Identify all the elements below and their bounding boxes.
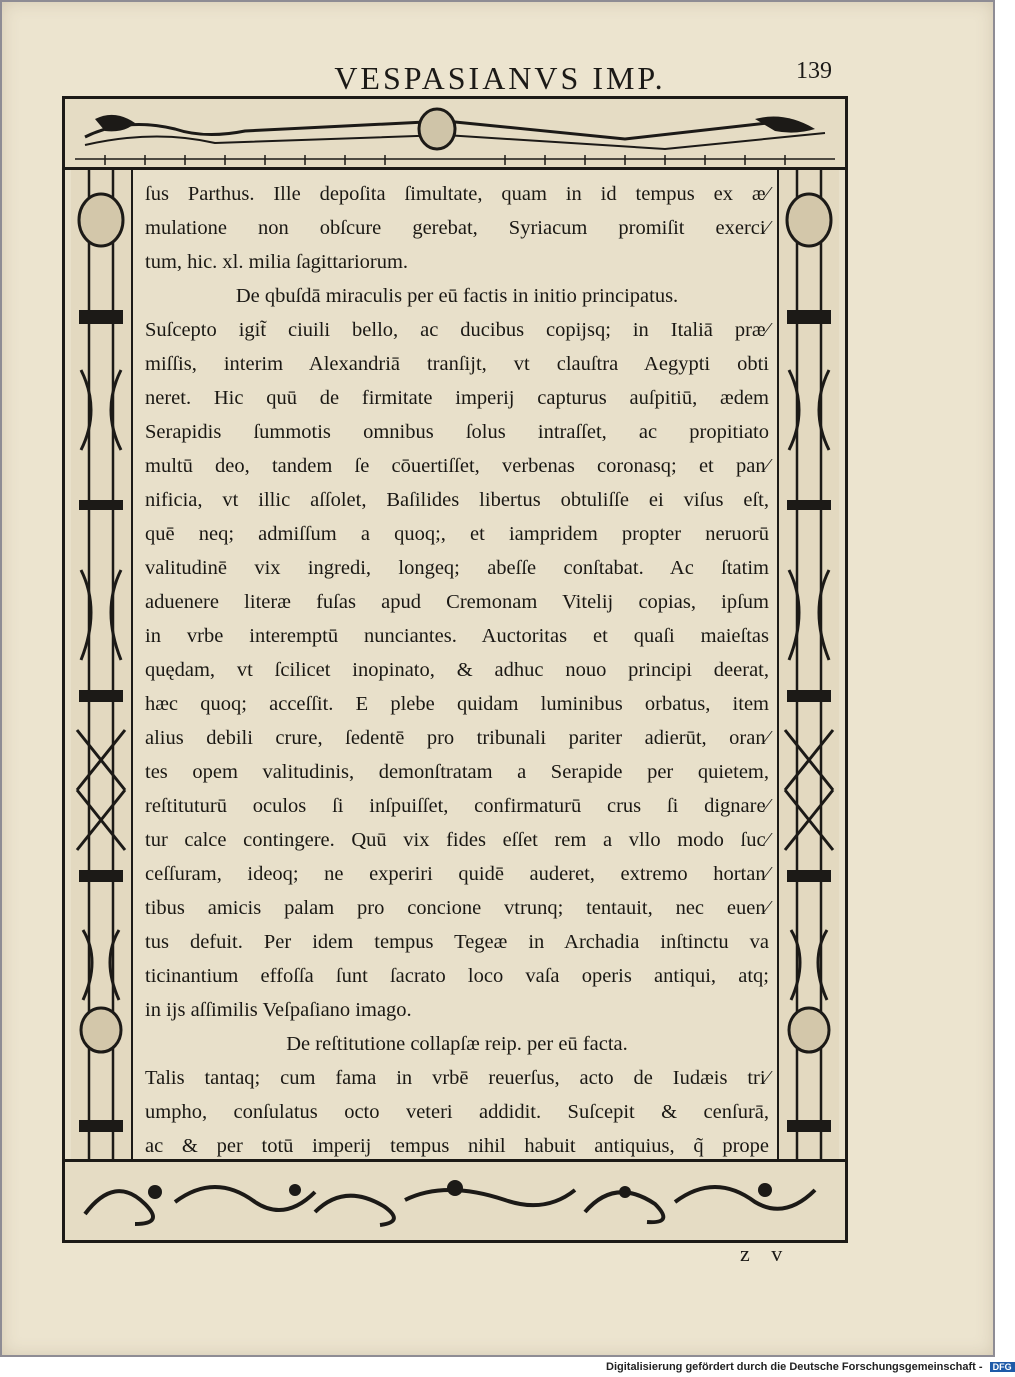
running-title: VESPASIANVS IMP. xyxy=(334,60,666,96)
text-line: Talis tantaq; cum fama in vrbē reuerſus, acto de Iudæis tri⁄ xyxy=(145,1067,769,1089)
text-line: umpho, conſulatus octo veteri addidit. Suſcepit & cenſurā, xyxy=(145,1101,769,1123)
text-line: quędam, vt ſcilicet inopinato, & adhuc nouo principi deerat, xyxy=(145,659,769,681)
text-line: neret. Hic quū de firmitate imperij capturus auſpitiū, ædem xyxy=(145,387,769,409)
text-line: ceſſuram, ideoq; ne experiri quidē auderet, extremo hortan⁄ xyxy=(145,863,769,885)
text-line: valitudinē vix ingredi, longeq; abeſſe conſtabat. Ac ſtatim xyxy=(145,557,769,579)
text-line: Suſcepto igit̃ ciuili bello, ac ducibus copijsq; in Italiā præ⁄ xyxy=(145,319,769,341)
text-line: tum, hic. xl. milia ſagittariorum. xyxy=(145,251,409,273)
text-line: miſſis, interim Alexandriā tranſijt, vt clauſtra Aegypti obti xyxy=(145,353,769,375)
text-line: hæc quoq; acceſſit. E plebe quidam luminibus orbatus, item xyxy=(145,693,769,715)
text-line: ac & per totū imperij tempus nihil habuit antiquius, q̃ prope xyxy=(145,1135,769,1157)
section-heading: De reſtitutione collapſæ reip. per eū facta. xyxy=(286,1033,628,1055)
woodcut-border-frame xyxy=(62,96,848,1243)
text-line: tus defuit. Per idem tempus Tegeæ in Archadia inſtinctu va xyxy=(145,931,769,953)
dfg-logo-icon: DFG xyxy=(990,1362,1015,1372)
left-border-column xyxy=(71,170,133,1163)
text-line: alius debili crure, ſedentē pro tribunali pariter adierūt, oran⁄ xyxy=(145,727,769,749)
main-text-block xyxy=(145,177,769,1157)
text-line: tes opem valitudinis, demonſtratam a Serapide per quietem, xyxy=(145,761,769,783)
section-heading: De qbuſdā miraculis per eū factis in initio principatus. xyxy=(235,285,679,307)
signature-mark: z v xyxy=(740,1241,791,1266)
bottom-border-woodcut xyxy=(65,1159,845,1240)
digitization-credit xyxy=(606,1361,1015,1373)
text-line: reſtituturū oculos ſi inſpuiſſet, confirmaturū crus ſi dignare⁄ xyxy=(145,795,769,817)
text-line: in vrbe interemptū nunciantes. Auctoritas et quaſi maieſtas xyxy=(145,625,769,647)
text-line: quē neq; admiſſum a quoq;, et iampridem propter neruorū xyxy=(145,523,769,545)
text-line: ſus Parthus. Ille depoſita ſimultate, quam in id tempus ex æ⁄ xyxy=(145,183,769,205)
text-line: multū deo, tandem ſe cōuertiſſet, verbenas coronasq; et pan⁄ xyxy=(145,455,769,477)
text-line: mulatione non obſcure gerebat, Syriacum promiſit exerci⁄ xyxy=(145,217,769,239)
credit-text: Digitalisierung gefördert durch die Deutsche Forschungsgemeinschaft - xyxy=(606,1361,983,1373)
text-line: tur calce contingere. Quū vix fides eſſet rem a vllo modo ſuc⁄ xyxy=(145,829,769,851)
text-line: tibus amicis palam pro concione vtrunq; tentauit, nec euen⁄ xyxy=(145,897,769,919)
folio-number: 139 xyxy=(796,58,832,84)
text-line: aduenere literæ fuſas apud Cremonam Vitelij copias, ipſum xyxy=(145,591,769,613)
text-line: Serapidis ſummotis omnibus ſolus intraſſet, ac propitiato xyxy=(145,421,769,443)
right-border-column xyxy=(777,170,839,1163)
text-line: nificia, vt illic aſſolet, Baſilides libertus obtuliſſe ei viſus eſt, xyxy=(145,489,769,511)
text-line: ticinantium effoſſa ſunt ſacrato loco vaſa operis antiqui, atq; xyxy=(145,965,769,987)
top-border-woodcut xyxy=(65,99,845,170)
text-line: in ijs aſſimilis Veſpaſiano imago. xyxy=(145,999,412,1021)
